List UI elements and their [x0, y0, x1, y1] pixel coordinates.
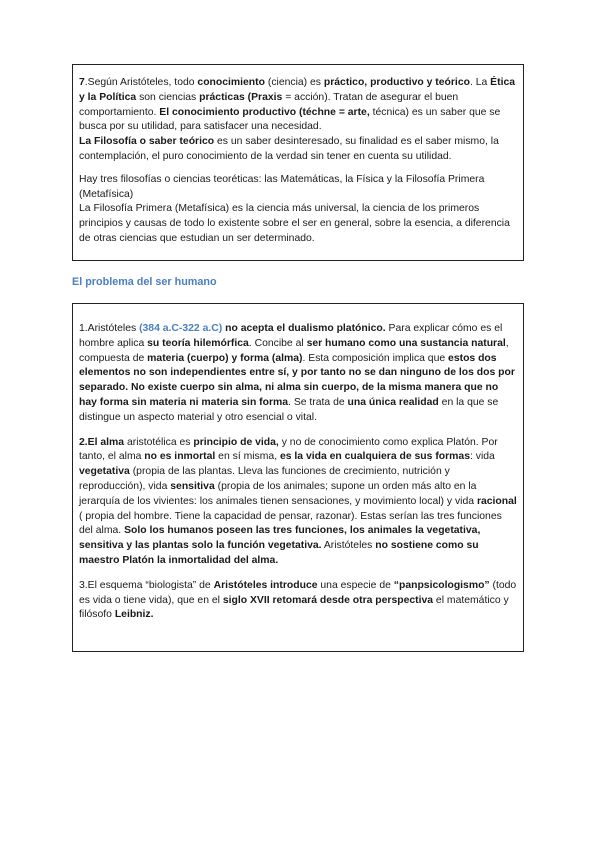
text-run: técnica) es un saber que se busca por su utilidad, para satisfacer una necesidad. — [79, 106, 501, 133]
text-box-knowledge — [72, 64, 524, 261]
emphasis-text: 7 — [79, 77, 85, 88]
emphasis-text: ser humano como una sustancia natural — [306, 337, 506, 349]
emphasis-text: su teoría hilemórfica — [147, 337, 249, 349]
emphasis-text: conocimiento — [197, 77, 265, 88]
text-run: ( propia del hombre. Tiene la capacidad de pensar, razonar). Estas serían las tres funciones del alma. — [79, 510, 502, 537]
emphasis-text: 2.El alma — [79, 436, 125, 448]
emphasis-text: práctico, productivo y teórico — [323, 77, 470, 88]
text-run: el matemático y filósofo — [79, 594, 509, 621]
emphasis-text: estos dos elementos no son independientes entre sí, y por tanto no se dan ninguno de los dos por separado. No existe cuerpo sin alma, ni alma sin cuerpo, de la misma manera que no hay forma sin materia ni materia sin forma — [79, 352, 515, 408]
emphasis-text: “panpsicologismo” — [393, 579, 490, 591]
text-run: en la que se distingue un aspecto material y otro esencial o vital. — [79, 396, 499, 423]
text-run: y no de conocimiento como explica Platón. Por tanto, el alma — [79, 436, 498, 463]
paragraph — [79, 135, 517, 165]
emphasis-text: es la vida en cualquiera de sus formas — [279, 451, 470, 463]
emphasis-text: Ética y la Política — [79, 77, 516, 103]
text-run: .Según Aristóteles, todo — [84, 77, 198, 88]
paragraph — [79, 202, 517, 246]
emphasis-text: La Filosofía o saber teórico — [79, 136, 215, 148]
emphasis-text: materia (cuerpo) y forma (alma) — [147, 352, 303, 364]
emphasis-text: vegetativa — [79, 466, 130, 478]
text-run: Hay tres filosofías o ciencias teoréticas: las Matemáticas, la Física y la Filosofía Primera (Metafísica) — [79, 173, 485, 200]
emphasis-text: Solo los humanos poseen las tres funciones, los animales la vegetativa, sensitiva y las plantas solo la función vegetativa. — [79, 525, 481, 552]
text-run: 1.Aristóteles — [79, 323, 140, 334]
text-box-human-being — [72, 303, 524, 652]
emphasis-text: El conocimiento productivo (téchne = arte, — [159, 106, 370, 118]
emphasis-text: prácticas (Praxis — [199, 91, 283, 103]
emphasis-text: una única realidad — [347, 396, 439, 408]
text-run: 3.El esquema “biologista” de — [79, 579, 214, 591]
text-run: Aristóteles — [321, 540, 376, 552]
text-run: una especie de — [317, 579, 394, 591]
text-run: Para explicar cómo es el hombre aplica — [79, 323, 503, 349]
emphasis-text: no sostiene como su maestro Platón la inmortalidad del alma. — [79, 540, 479, 566]
text-run: : vida — [469, 451, 495, 463]
paragraph — [79, 76, 517, 135]
emphasis-text: no acepta el dualismo platónico. — [225, 323, 386, 334]
text-run: (propia de las plantas. Lleva las funciones de crecimiento, nutrición y reproducción), vida — [79, 466, 450, 492]
text-run: La Filosofía Primera (Metafísica) es la ciencia más universal, la ciencia de los primeros principios y causas de todo lo existente sobre el ser en general, sobre la esencia, a diferencia de otras ciencias que estudian un ser determinado. — [79, 203, 510, 244]
text-run: = acción). Tratan de asegurar el buen comportamiento. — [79, 91, 459, 118]
text-run: aristotélica es — [124, 436, 194, 448]
text-run: (ciencia) es — [264, 77, 324, 88]
emphasis-text: Aristóteles introduce — [213, 579, 318, 591]
paragraph — [79, 579, 517, 623]
text-run: . Se trata de — [288, 396, 348, 408]
emphasis-text: sensitiva — [170, 480, 215, 492]
section-heading: El problema del ser humano — [72, 276, 217, 288]
text-run: . La — [469, 77, 491, 88]
text-run: , compuesta de — [79, 337, 509, 364]
paragraph — [79, 173, 517, 203]
emphasis-text: siglo XVII retomará desde otra perspectiva — [222, 594, 434, 606]
text-run: (todo es vida o tiene vida), que en el — [79, 579, 517, 606]
text-run: es un saber desinteresado, su finalidad es el saber mismo, la contemplación, el puro conocimiento de la verdad sin tener en cuenta su utilidad. — [79, 136, 499, 162]
emphasis-text: no es inmortal — [144, 451, 216, 463]
emphasis-text: Leibniz. — [114, 609, 154, 621]
paragraph — [79, 322, 517, 426]
text-run: . Esta composición implica que — [302, 352, 449, 364]
text-run: (propia de los animales; supone un orden más alto en la jerarquía de los vivientes: los animales tienen sensaciones, y movimiento local) y vida — [79, 480, 477, 507]
text-run: son ciencias — [136, 91, 200, 103]
text-run: . Concibe al — [248, 337, 307, 349]
emphasis-text: principio de vida, — [193, 436, 279, 448]
paragraph — [79, 436, 517, 569]
emphasis-text: racional — [476, 495, 517, 507]
text-run: en sí misma, — [215, 451, 280, 463]
emphasis-text: (384 a.C-322 a.C) — [139, 323, 223, 334]
